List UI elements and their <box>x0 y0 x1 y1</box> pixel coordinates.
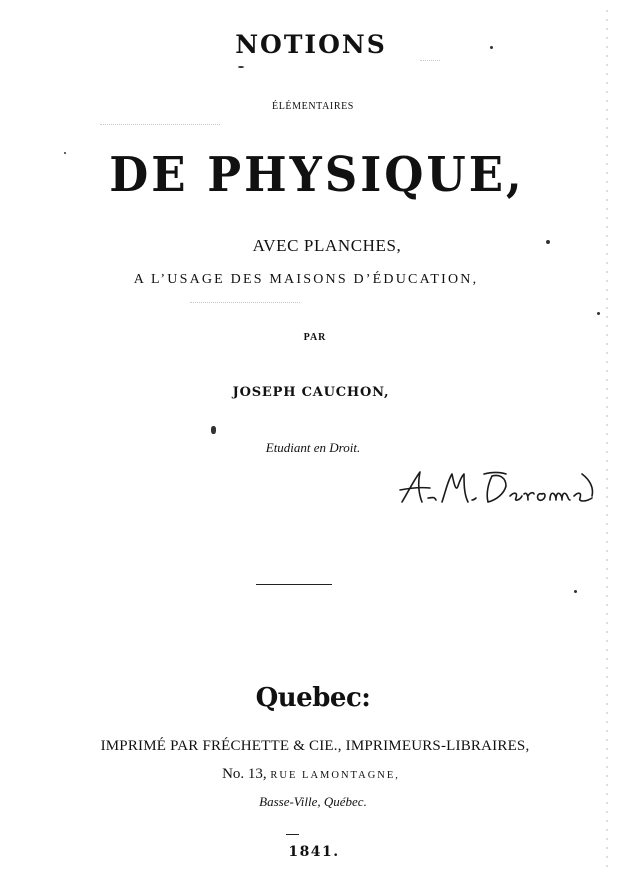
faint-rule-right <box>420 60 440 61</box>
title-line-elementaires: ÉLÉMENTAIRES <box>272 101 354 112</box>
title-line-notions: NOTIONS <box>235 30 387 59</box>
printer-address <box>0 766 624 783</box>
section-divider <box>256 584 332 585</box>
address-number: No. 13, <box>222 766 267 782</box>
author-name: JOSEPH CAUCHON, <box>232 385 390 400</box>
ink-speck <box>238 66 244 68</box>
handwritten-signature <box>396 466 606 510</box>
address-street: RUE LAMONTAGNE, <box>270 770 400 781</box>
faint-rule-top <box>100 124 220 125</box>
printer-district: Basse-Ville, Québec. <box>259 794 367 809</box>
publication-year: 1841. <box>288 844 340 860</box>
by-line-par: PAR <box>303 332 327 343</box>
main-title: DE PHYSIQUE, <box>109 146 525 203</box>
author-role: Etudiant en Droit. <box>265 440 361 455</box>
ink-speck <box>597 312 600 315</box>
place-of-publication: Quebec: <box>255 683 371 713</box>
printer-line: IMPRIMÉ PAR FRÉCHETTE & CIE., IMPRIMEURS-LIBRAIRES, <box>100 738 530 754</box>
subtitle-usage: A L’USAGE DES MAISONS D’ÉDUCATION, <box>133 272 479 287</box>
faint-rule-mid <box>190 302 300 303</box>
short-rule <box>286 834 299 835</box>
ink-speck <box>574 590 577 593</box>
ink-speck <box>211 426 216 434</box>
subtitle-avec-planches: AVEC PLANCHES, <box>252 236 402 255</box>
